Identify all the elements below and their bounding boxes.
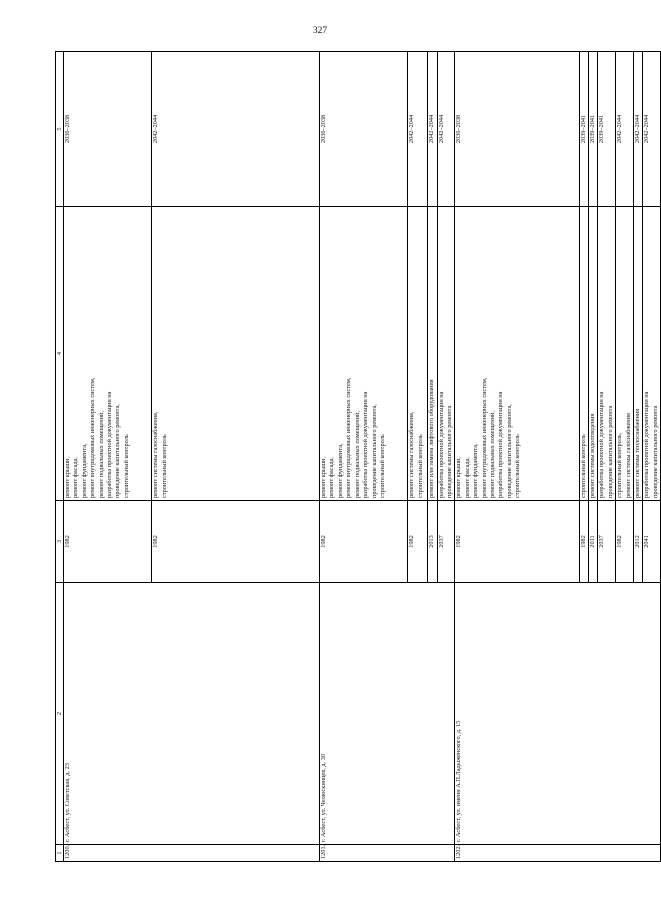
page-number: 327 — [312, 26, 328, 36]
work-item: ремонт фундамента, — [472, 443, 480, 498]
works-cell — [634, 207, 643, 501]
table-row — [455, 52, 579, 862]
works-cell — [320, 207, 408, 501]
work-item: ремонт крыши, — [64, 456, 71, 498]
year-cell: 1982 — [616, 501, 634, 583]
work-item: разработка проектной документации на — [598, 391, 606, 498]
work-item: ремонт системы газоснабжения, — [152, 411, 160, 498]
work-item: проведение капитального ремонта, — [505, 404, 513, 498]
works-cell — [598, 207, 616, 501]
work-item: ремонт системы газоснабжения, — [408, 411, 416, 498]
work-item: ремонт подвальных помещений, — [353, 411, 361, 498]
period-cell: 2042–2044 — [634, 52, 643, 207]
period-cell: 2036–2038 — [320, 52, 408, 207]
work-item: ремонт системы водоотведения — [589, 413, 596, 498]
work-item: ремонт крыши, — [455, 456, 463, 498]
work-item: проведение капитального ремонта — [606, 405, 614, 498]
work-item: разработка проектной документации на — [362, 391, 370, 498]
row-number: 1202. — [455, 845, 661, 862]
period-cell: 2042–2044 — [408, 52, 428, 207]
work-item: строительный контроль — [416, 434, 424, 498]
year-cell: 2037 — [598, 501, 616, 583]
period-cell: 2042–2044 — [428, 52, 437, 207]
table-row — [64, 52, 152, 862]
year-cell: 1982 — [579, 501, 588, 583]
work-item: строительный контроль — [579, 434, 587, 498]
work-item: ремонт фасада, — [328, 457, 336, 498]
work-item: ремонт или замена лифтового оборудования — [428, 379, 436, 498]
work-item: строительный контроль — [378, 434, 386, 498]
year-cell: 2041 — [643, 501, 661, 583]
work-item: ремонт внутридомовых инженерных систем, — [345, 377, 353, 498]
year-cell: 1982 — [408, 501, 428, 583]
header-row — [56, 52, 64, 862]
year-cell: 2037 — [437, 501, 455, 583]
work-item: ремонт системы теплоснабжения — [634, 408, 642, 498]
works-cell — [579, 207, 588, 501]
year-cell: 1982 — [64, 501, 152, 583]
work-item: строительный контроль — [160, 434, 168, 498]
work-item: разработка проектной документации на — [437, 391, 445, 498]
column-number-5: 5 — [56, 52, 64, 207]
cell-spacer — [169, 209, 319, 498]
year-cell: 1982 — [152, 501, 320, 583]
row-number: 1200. — [64, 845, 320, 862]
period-cell: 2039–2041 — [579, 52, 588, 207]
period-cell: 2042–2044 — [643, 52, 661, 207]
address-cell: г. Асбест, ул. имени А.П.Ладыженского, д. 15 — [455, 583, 661, 845]
cell-spacer — [523, 209, 579, 498]
cell-spacer — [387, 209, 407, 498]
period-cell: 2039–2041 — [589, 52, 598, 207]
works-cell — [643, 207, 661, 501]
work-item: строительный контроль — [514, 434, 522, 498]
work-item: проведение капитального ремонта — [445, 405, 453, 498]
period-cell: 2042–2044 — [616, 52, 634, 207]
work-item: ремонт фундамента, — [80, 443, 88, 498]
table-row — [320, 52, 408, 862]
work-item: ремонт фасада, — [72, 457, 80, 498]
table-body — [56, 52, 661, 862]
work-item: ремонт крыши, — [320, 456, 328, 498]
work-item: проведение капитального ремонта, — [114, 404, 122, 498]
work-item: строительный контроль — [122, 434, 130, 498]
works-cell — [428, 207, 437, 501]
work-item: разработка проектной документации на — [106, 391, 114, 498]
works-cell — [589, 207, 598, 501]
year-cell: 1982 — [320, 501, 408, 583]
period-cell: 2039–2041 — [598, 52, 616, 207]
work-item: ремонт внутридомовых инженерных систем, — [480, 377, 488, 498]
work-item: проведение капитального ремонта — [651, 405, 659, 498]
year-cell: 2012 — [634, 501, 643, 583]
works-cell — [437, 207, 455, 501]
cell-spacer — [131, 209, 151, 498]
row-number: 1201. — [320, 845, 455, 862]
work-item: разработка проектной документации на — [497, 391, 505, 498]
column-number-1: 1 — [56, 845, 64, 862]
column-number-3: 3 — [56, 501, 64, 583]
work-item: разработка проектной документации на — [643, 391, 651, 498]
year-cell: 2011 — [589, 501, 598, 583]
address-cell: г. Асбест, ул. Челюскинцев, д. 30 — [320, 583, 455, 845]
address-cell: г. Асбест, ул. Советская, д. 23 — [64, 583, 320, 845]
work-item: ремонт внутридомовых инженерных систем, — [89, 377, 97, 498]
rotated-table-sheet — [55, 52, 659, 862]
work-item: строительный контроль, — [616, 432, 624, 498]
works-cell — [152, 207, 320, 501]
work-item: проведение капитального ремонта, — [370, 404, 378, 498]
year-cell: 1982 — [455, 501, 579, 583]
period-cell: 2036–2038 — [455, 52, 579, 207]
column-number-2: 2 — [56, 583, 64, 845]
works-cell — [455, 207, 579, 501]
capital-repair-table — [55, 51, 661, 862]
work-item: ремонт фасада, — [463, 457, 471, 498]
works-cell — [616, 207, 634, 501]
work-item: ремонт фундамента, — [336, 443, 344, 498]
work-item: ремонт подвальных помещений, — [97, 411, 105, 498]
work-item: ремонт системы газоснабжения — [624, 413, 632, 498]
works-cell — [408, 207, 428, 501]
period-cell: 2036–2038 — [64, 52, 152, 207]
works-cell — [64, 207, 152, 501]
period-cell: 2042–2044 — [152, 52, 320, 207]
period-cell: 2042–2044 — [437, 52, 455, 207]
column-number-4: 4 — [56, 207, 64, 501]
year-cell: 2013 — [428, 501, 437, 583]
work-item: ремонт подвальных помещений, — [488, 411, 496, 498]
